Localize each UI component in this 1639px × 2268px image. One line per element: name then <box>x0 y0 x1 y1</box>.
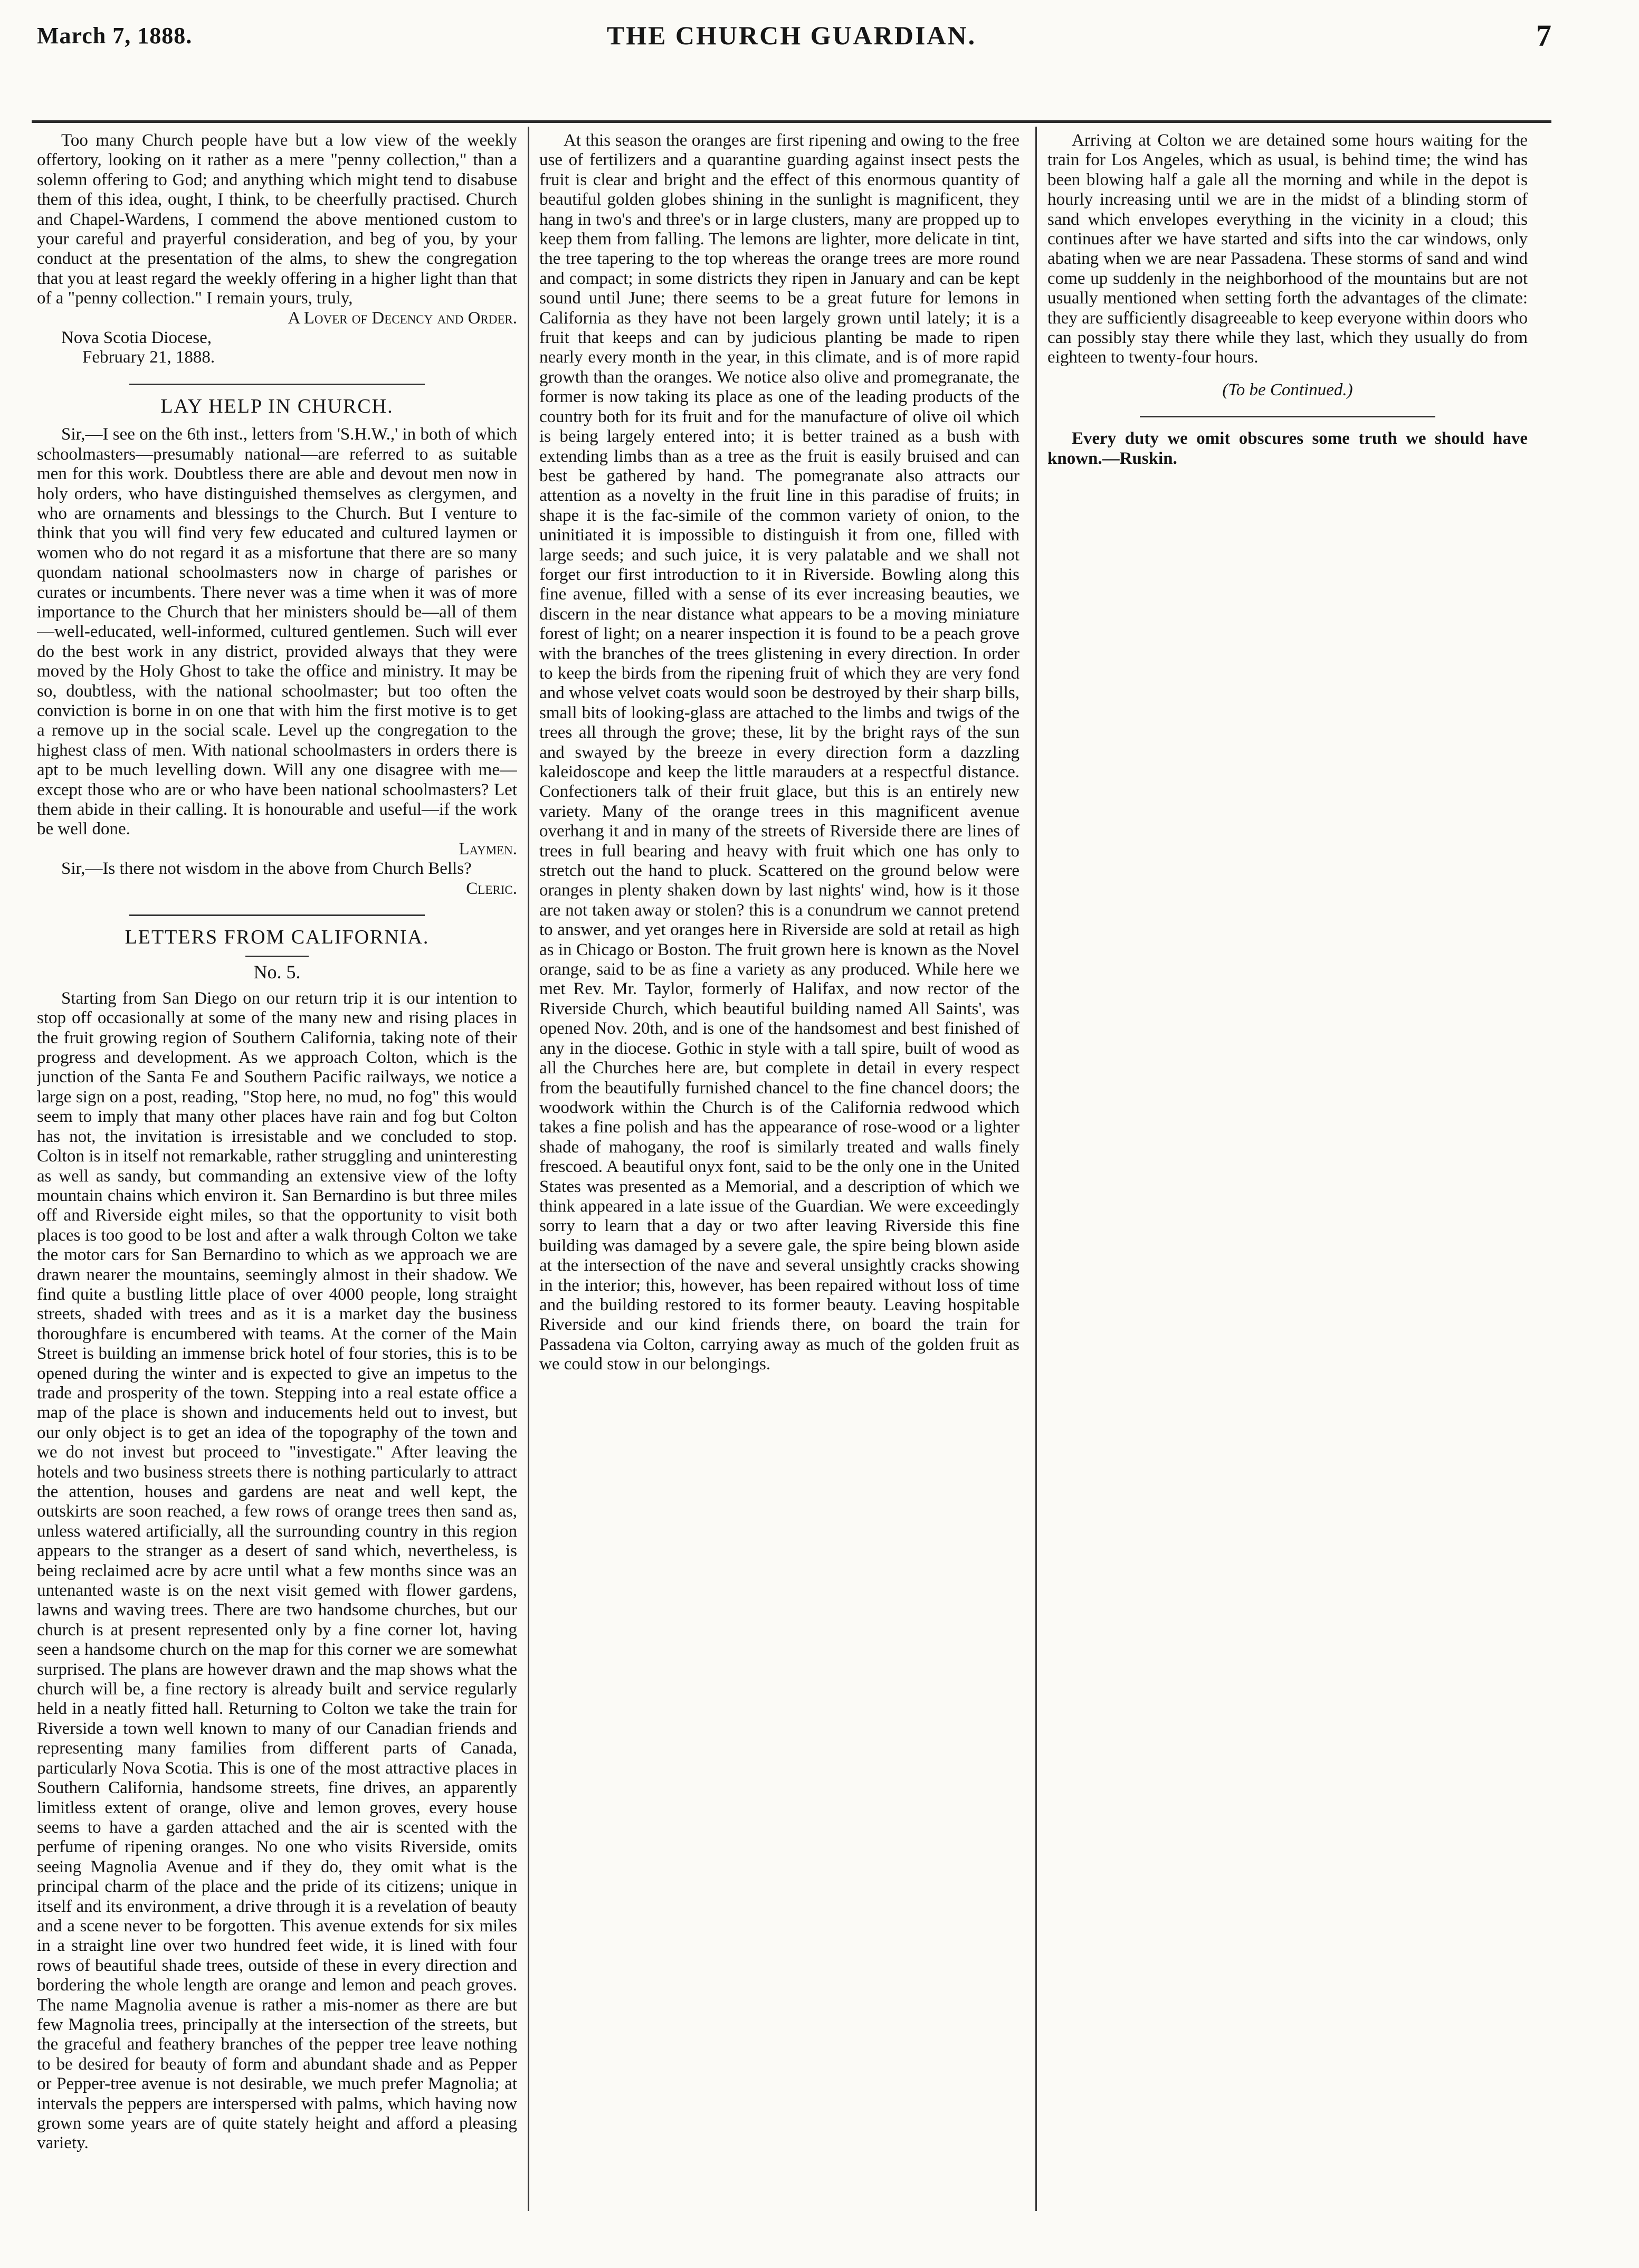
offertory-body: Too many Church people have but a low view of the weekly offertory, looking on it rather as a mere "penny collection," than a solemn offering to God; and anything which might tend to disabuse them of this idea, ought, I think, to be cheerfully practised. Church and Chapel-Wardens, I commend the above mentioned custom to your careful and prayerful consideration, and beg of you, by your conduct at the presentation of the alms, to shew the congregation that you at least regard the weekly offering in a higher light than that of a "penny collection." I remain yours, truly, <box>37 131 517 308</box>
lay-help-heading: LAY HELP IN CHURCH. <box>160 395 394 417</box>
california-paragraph-2: At this season the oranges are first ripening and owing to the free use of fertilizers and a quarantine guarding against insect pests the fruit is clear and bright and the effect of this enormous quantity of beautiful golden globes shining in the sunlight is magnificent, they hang in two's and three's or in large clusters, many are propped up to keep them from falling. The lemons are lighter, more delicate in tint, the tree tapering to the top whereas the orange trees are more round and compact; in some districts they ripen in January and can be kept sound until June; there seems to be a great future for lemons in California as they have not been largely grown until lately; it is a fruit that keeps and can by judicious planting be made to ripen nearly every month in the year, in this climate, and is of more rapid growth than the oranges. We notice also olive and promegranate, the former is now taking its place as one of the leading products of the country both for its fruit and for the manufacture of olive oil which is being largely entered into; it is better trained as a bush with extending limbs than as a tree as the fruit is easily bruised and can best be gathered by hand. The pomegranate also attracts our attention as a novelty in the fruit line in this paradise of fruits; in shape it is the fac-simile of the common variety of onion, to the uninitiated it is impossible to distinguish it from one, filled with large seeds; and such juice, it is very palatable and we shall not forget our first introduction to it in Riverside. Bowling along this fine avenue, filled with a sense of its ever increasing beauties, we discern in the near distance what appears to be a moving miniature forest of light; on a nearer inspection it is found to be a peach grove with the branches of the trees glistening in every direction. In order to keep the birds from the ripening fruit of which they are very fond and whose velvet coats would soon be destroyed by their sharp bills, small bits of looking-glass are attached to the limbs and twigs of the trees all through the grove; these, lit by the bright rays of the sun and swayed by the breeze in every direction form a dazzling kaleidoscope and keep the little marauders at a respectful distance. Confectioners talk of their fruit glace, but this is an entirely new variety. Many of the orange trees in this magnificent avenue overhang it and in many of the streets of Riverside there are lines of trees in full bearing and heavy with fruit which one has only to stretch out the hand to pluck. Scattered on the ground below were oranges in plenty shaken down by last nights' wind, how is it those are not taken away or stolen? this is a conundrum we cannot pretend to answer, and yet oranges here in Riverside are sold at retail as high as in Chicago or Boston. The fruit grown here is known as the Novel orange, said to be as fine a variety as any produced. While here we met Rev. Mr. Taylor, formerly of Halifax, and now rector of the Riverside Church, which beautiful building named All Saints', was opened Nov. 20th, and is one of the handsomest and best finished of any in the diocese. Gothic in style with a tall spire, built of wood as all the Churches here are, but complete in detail in every respect from the beautifully furnished chancel to the fine chancel doors; the woodwork within the Church is of the California redwood which takes a fine polish and has the appearance of rose-wood or a lighter shade of mahogany, the roof is similarly treated and walls finely frescoed. A beautiful onyx font, said to be the only one in the United States was presented as a Memorial, and a description of which we think appeared in a late issue of the Guardian. We were exceedingly sorry to learn that a day or two after leaving Riverside this fine building was damaged by a severe gale, the spire being blown aside at the intersection of the nave and several unsightly cracks showing in the interior; this, however, has been repaired without loss of time and the building restored to its former beauty. Leaving hospitable Riverside and our kind friends there, on board the train for Passadena via Colton, carrying away as much of the golden fruit as we could stow in our belongings. <box>539 131 1019 1374</box>
lay-help-body: Sir,—I see on the 6th inst., letters from 'S.H.W.,' in both of which schoolmasters—presumably national—are referred to as suitable men for this work. Doubtless there are able and devout men now in holy orders, who have distinguished themselves as clergymen, and who are ornaments and blessings to the Church. But I venture to think that you will find very few educated and cultured laymen or women who do not regard it as a misfortune that there are so many quondam national schoolmasters now in charge of parishes or curates or incumbents. There never was a time when it was of more importance to the Church that her ministers should be—all of them—well-educated, well-informed, cultured gentlemen. Such will ever do the best work in any district, provided always that they were moved by the Holy Ghost to take the office and ministry. It may be so, doubtless, with the national schoolmaster; but too often the conviction is borne in on one that with him the first motive is to get a remove up in the social scale. Level up the congregation to the highest class of men. With national schoolmasters in orders there is apt to be much levelling down. Will any one disagree with me—except those who are or who have been national schoolmasters? Let them abide in their calling. It is honourable and useful—if the work be well done. <box>37 425 517 839</box>
offertory-date: February 21, 1888. <box>82 348 215 367</box>
lay-help-reply: Sir,—Is there not wisdom in the above from Church Bells? <box>61 859 472 879</box>
column-1 <box>37 131 517 2205</box>
column-2 <box>539 131 1019 2205</box>
column-rule <box>528 127 529 2211</box>
to-be-continued: (To be Continued.) <box>1222 380 1353 399</box>
offertory-signature: A Lover of Decency and Order. <box>288 308 517 328</box>
california-paragraph-3: Arriving at Colton we are detained some hours waiting for the train for Los Angeles, which as usual, is behind time; the wind has been blowing half a gale all the morning and while in the depot is hourly increasing until we are in the midst of a blinding storm of sand which envelopes everything in the vicinity in a cloud; this continues after we have started and sifts into the car windows, only abating when we are near Passadena. These storms of sand and wind come up suddenly in the neighborhood of the mountains but are not usually mentioned when setting forth the advantages of the climate: they are sufficiently disagreeable to keep everyone within doors who can possibly stay there while they last, which they usually do from eighteen to twenty-four hours. <box>1047 131 1528 367</box>
offertory-letter <box>37 131 517 368</box>
california-heading: LETTERS FROM CALIFORNIA. <box>125 926 430 949</box>
lay-help-signature: Laymen. <box>459 839 517 859</box>
masthead <box>32 16 1551 53</box>
california-number: No. 5. <box>253 961 301 983</box>
section-rule <box>1140 416 1435 417</box>
page-number: 7 <box>1536 18 1551 53</box>
offertory-place: Nova Scotia Diocese, <box>61 328 212 348</box>
lay-help-reply-signature: Cleric. <box>466 879 517 898</box>
newspaper-title: THE CHURCH GUARDIAN. <box>606 21 977 50</box>
issue-date: March 7, 1888. <box>37 23 193 49</box>
column-rule <box>1035 127 1037 2211</box>
ruskin-quote: Every duty we omit obscures some truth we should have known.—Ruskin. <box>1047 429 1528 468</box>
lay-help-article <box>37 397 517 899</box>
section-rule <box>129 384 425 385</box>
california-paragraph-1: Starting from San Diego on our return trip it is our intention to stop off occasionally at some of the many new and rising places in the fruit growing region of Southern California, taking note of their progress and development. As we approach Colton, which is the junction of the Santa Fe and Southern Pacific railways, we notice a large sign on a post, reading, "Stop here, no mud, no fog" this would seem to imply that many other places have rain and fog but Colton has not, the invitation is irresistable and we concluded to stop. Colton is in itself not remarkable, rather struggling and uninteresting as well as sandy, but commanding an extensive view of the lofty mountain chains which environ it. San Bernardino is but three miles off and Riverside eight miles, so that the opportunity to visit both places is too good to be lost and after a walk through Colton we take the motor cars for San Bernardino to which as we approach we are drawn nearer the mountains, seemingly almost in their shadow. We find quite a bustling little place of over 4000 people, long straight streets, shaded with trees and as it is a market day the business thoroughfare is encumbered with teams. At the corner of the Main Street is building an immense brick hotel of four stories, this is to be opened during the winter and is expected to give an impetus to the trade and prosperity of the town. Stepping into a real estate office a map of the place is shown and inducements held out to invest, but our only object is to get an idea of the topography of the town and we do not invest but proceed to "investigate." After leaving the hotels and two business streets there is nothing particularly to attract the attention, houses and gardens are neat and well kept, the outskirts are soon reached, a few rows of orange trees then sand as, unless watered artificially, all the surrounding country in this region appears to the stranger as a desert of sand which, nevertheless, is being reclaimed acre by acre until what a few months since was an untenanted waste is on the next visit gemed with flower gardens, lawns and waving trees. There are two handsome churches, but our church is at present represented only by a fine corner lot, having seen a handsome church on the map for this corner we are somewhat surprised. The plans are however drawn and the map shows what the church will be, a fine rectory is already built and service regularly held in a neatly fitted hall. Returning to Colton we take the train for Riverside a town well known to many of our Canadian friends and representing many families from different parts of Canada, particularly Nova Scotia. This is one of the most attractive places in Southern California, handsome streets, fine drives, an apparently limitless extent of orange, olive and lemon groves, every house seems to have a garden attached and the air is scented with the perfume of ripening oranges. No one who visits Riverside, omits seeing Magnolia Avenue and if they do, they omit what is the principal charm of the place and the pride of its citizens; unique in itself and its environment, a drive through it is a revelation of beauty and a scene never to be forgotten. This avenue extends for six miles in a straight line over two hundred feet wide, it is lined with four rows of beautiful shade trees, outside of these in every direction and bordering the whole length are orange and lemon and peach groves. The name Magnolia avenue is rather a mis-nomer as there are but few Magnolia trees, principally at the intersection of the streets, but the graceful and feathery branches of the pepper tree leave nothing to be desired for beauty of form and abundant shade and as Pepper or Pepper-tree avenue is not desirable, we much prefer Magnolia; at intervals the peppers are interspersed with palms, which having now grown some years are of quite stately height and afford a pleasing variety. <box>37 988 517 2153</box>
masthead-rule <box>32 120 1551 123</box>
section-rule <box>129 914 425 916</box>
short-rule <box>245 956 309 957</box>
offertory-dateline <box>37 328 517 368</box>
column-3 <box>1047 131 1528 2205</box>
